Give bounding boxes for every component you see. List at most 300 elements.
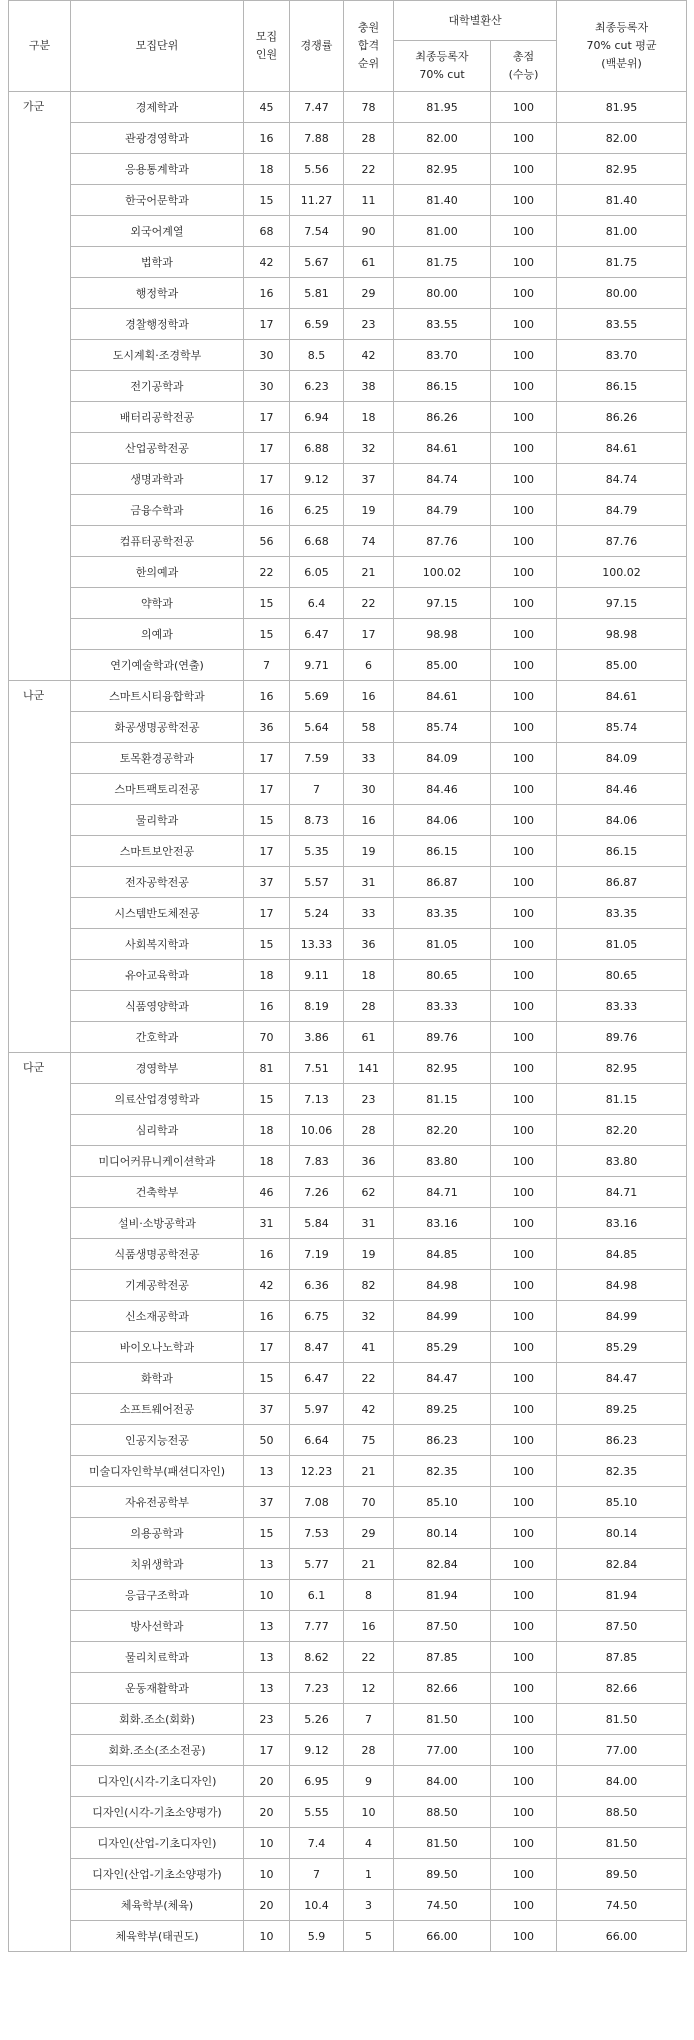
table-row [9,774,687,805]
table-row [9,1704,687,1735]
quota-cell: 17 [244,464,290,495]
rate-cell: 7.77 [290,1611,344,1642]
rank-cell: 8 [344,1580,394,1611]
quota-cell: 68 [244,216,290,247]
rate-cell: 8.62 [290,1642,344,1673]
rate-cell: 8.5 [290,340,344,371]
cut-cell: 84.79 [394,495,491,526]
dept-cell: 경영학부 [71,1053,244,1084]
rate-cell: 5.69 [290,681,344,712]
cut-cell: 82.35 [394,1456,491,1487]
cut-cell: 86.26 [394,402,491,433]
dept-cell: 응용통계학과 [71,154,244,185]
percentile-cell: 81.94 [557,1580,687,1611]
total-cell: 100 [491,123,557,154]
total-cell: 100 [491,1332,557,1363]
cut-cell: 80.14 [394,1518,491,1549]
rate-cell: 9.12 [290,464,344,495]
cut-cell: 84.71 [394,1177,491,1208]
dept-cell: 스마트팩토리전공 [71,774,244,805]
total-cell: 100 [491,1673,557,1704]
quota-cell: 17 [244,836,290,867]
dept-cell: 컴퓨터공학전공 [71,526,244,557]
rank-cell: 3 [344,1890,394,1921]
cut-cell: 84.06 [394,805,491,836]
rank-cell: 19 [344,836,394,867]
rate-cell: 10.4 [290,1890,344,1921]
quota-cell: 15 [244,1084,290,1115]
table-row [9,340,687,371]
total-cell: 100 [491,309,557,340]
rank-cell: 22 [344,1363,394,1394]
total-cell: 100 [491,1394,557,1425]
total-cell: 100 [491,1766,557,1797]
total-cell: 100 [491,1363,557,1394]
dept-cell: 관광경영학과 [71,123,244,154]
quota-cell: 23 [244,1704,290,1735]
rank-cell: 37 [344,464,394,495]
rate-cell: 13.33 [290,929,344,960]
table-row [9,1363,687,1394]
rate-cell: 9.11 [290,960,344,991]
total-cell: 100 [491,1580,557,1611]
dept-cell: 약학과 [71,588,244,619]
total-cell: 100 [491,1146,557,1177]
cut-cell: 97.15 [394,588,491,619]
cut-cell: 100.02 [394,557,491,588]
percentile-cell: 74.50 [557,1890,687,1921]
rate-cell: 6.47 [290,619,344,650]
quota-cell: 22 [244,557,290,588]
rate-cell: 5.57 [290,867,344,898]
percentile-cell: 84.71 [557,1177,687,1208]
table-row [9,154,687,185]
quota-cell: 42 [244,247,290,278]
total-cell: 100 [491,1456,557,1487]
quota-cell: 16 [244,278,290,309]
rank-cell: 22 [344,588,394,619]
rank-cell: 74 [344,526,394,557]
rate-cell: 5.97 [290,1394,344,1425]
rate-cell: 6.75 [290,1301,344,1332]
rate-cell: 7.23 [290,1673,344,1704]
table-row [9,278,687,309]
cut-cell: 86.15 [394,836,491,867]
dept-cell: 미술디자인학부(패션디자인) [71,1456,244,1487]
total-cell: 100 [491,867,557,898]
rank-cell: 29 [344,278,394,309]
table-row [9,1921,687,1952]
total-cell: 100 [491,960,557,991]
dept-cell: 치위생학과 [71,1549,244,1580]
rank-cell: 23 [344,1084,394,1115]
percentile-cell: 84.06 [557,805,687,836]
header-conversion: 대학별환산 [394,1,557,41]
percentile-cell: 89.76 [557,1022,687,1053]
rank-cell: 61 [344,1022,394,1053]
rate-cell: 8.19 [290,991,344,1022]
cut-cell: 84.74 [394,464,491,495]
table-row [9,1859,687,1890]
rank-cell: 12 [344,1673,394,1704]
dept-cell: 인공지능전공 [71,1425,244,1456]
quota-cell: 15 [244,1518,290,1549]
total-cell: 100 [491,712,557,743]
percentile-cell: 86.15 [557,371,687,402]
total-cell: 100 [491,991,557,1022]
percentile-cell: 97.15 [557,588,687,619]
percentile-cell: 81.95 [557,92,687,123]
table-row [9,898,687,929]
total-cell: 100 [491,1859,557,1890]
cut-cell: 82.20 [394,1115,491,1146]
dept-cell: 디자인(시각-기초소양평가) [71,1797,244,1828]
total-cell: 100 [491,619,557,650]
cut-cell: 84.09 [394,743,491,774]
percentile-cell: 85.29 [557,1332,687,1363]
table-row [9,309,687,340]
dept-cell: 스마트시티융합학과 [71,681,244,712]
percentile-cell: 85.74 [557,712,687,743]
rate-cell: 5.84 [290,1208,344,1239]
rate-cell: 7.47 [290,92,344,123]
dept-cell: 의예과 [71,619,244,650]
rate-cell: 5.26 [290,1704,344,1735]
quota-cell: 13 [244,1673,290,1704]
dept-cell: 자유전공학부 [71,1487,244,1518]
cut-cell: 98.98 [394,619,491,650]
rate-cell: 6.05 [290,557,344,588]
header-conversion-final: 최종등록자 70% cut [394,41,491,92]
quota-cell: 37 [244,1394,290,1425]
dept-cell: 회화.조소(조소전공) [71,1735,244,1766]
dept-cell: 도시계획·조경학부 [71,340,244,371]
percentile-cell: 83.70 [557,340,687,371]
percentile-cell: 87.76 [557,526,687,557]
table-row [9,1301,687,1332]
percentile-cell: 82.95 [557,154,687,185]
percentile-cell: 83.35 [557,898,687,929]
quota-cell: 16 [244,123,290,154]
quota-cell: 31 [244,1208,290,1239]
dept-cell: 체육학부(태권도) [71,1921,244,1952]
cut-cell: 87.76 [394,526,491,557]
total-cell: 100 [491,1084,557,1115]
header-percentile: 최종등록자 70% cut 평균 (백분위) [557,1,687,92]
dept-cell: 전기공학과 [71,371,244,402]
rank-cell: 7 [344,1704,394,1735]
total-cell: 100 [491,898,557,929]
cut-cell: 84.61 [394,433,491,464]
cut-cell: 82.95 [394,154,491,185]
percentile-cell: 84.09 [557,743,687,774]
cut-cell: 84.99 [394,1301,491,1332]
quota-cell: 10 [244,1580,290,1611]
quota-cell: 18 [244,154,290,185]
dept-cell: 사회복지학과 [71,929,244,960]
total-cell: 100 [491,433,557,464]
rate-cell: 9.71 [290,650,344,681]
percentile-cell: 84.98 [557,1270,687,1301]
quota-cell: 37 [244,867,290,898]
total-cell: 100 [491,836,557,867]
cut-cell: 82.66 [394,1673,491,1704]
table-row [9,1673,687,1704]
table-row [9,247,687,278]
dept-cell: 연기예술학과(연출) [71,650,244,681]
rank-cell: 36 [344,929,394,960]
rate-cell: 7.08 [290,1487,344,1518]
table-row [9,1642,687,1673]
table-row [9,743,687,774]
total-cell: 100 [491,929,557,960]
dept-cell: 금융수학과 [71,495,244,526]
table-row [9,1270,687,1301]
table-row [9,619,687,650]
rate-cell: 6.88 [290,433,344,464]
quota-cell: 37 [244,1487,290,1518]
quota-cell: 17 [244,309,290,340]
quota-cell: 42 [244,1270,290,1301]
dept-cell: 건축학부 [71,1177,244,1208]
percentile-cell: 82.84 [557,1549,687,1580]
total-cell: 100 [491,1487,557,1518]
dept-cell: 법학과 [71,247,244,278]
dept-cell: 운동재활학과 [71,1673,244,1704]
total-cell: 100 [491,371,557,402]
rate-cell: 7.53 [290,1518,344,1549]
cut-cell: 83.80 [394,1146,491,1177]
total-cell: 100 [491,526,557,557]
dept-cell: 화공생명공학전공 [71,712,244,743]
quota-cell: 15 [244,588,290,619]
dept-cell: 간호학과 [71,1022,244,1053]
table-row [9,371,687,402]
quota-cell: 81 [244,1053,290,1084]
rank-cell: 31 [344,867,394,898]
percentile-cell: 84.85 [557,1239,687,1270]
table-row [9,464,687,495]
total-cell: 100 [491,1270,557,1301]
rate-cell: 7.51 [290,1053,344,1084]
rank-cell: 32 [344,433,394,464]
percentile-cell: 85.00 [557,650,687,681]
rate-cell: 10.06 [290,1115,344,1146]
percentile-cell: 81.00 [557,216,687,247]
rate-cell: 7.59 [290,743,344,774]
rank-cell: 16 [344,681,394,712]
cut-cell: 83.55 [394,309,491,340]
table-row [9,960,687,991]
quota-cell: 16 [244,1301,290,1332]
total-cell: 100 [491,1518,557,1549]
percentile-cell: 81.50 [557,1828,687,1859]
rate-cell: 6.23 [290,371,344,402]
table-row [9,1797,687,1828]
cut-cell: 85.10 [394,1487,491,1518]
dept-cell: 토목환경공학과 [71,743,244,774]
cut-cell: 82.95 [394,1053,491,1084]
percentile-cell: 82.00 [557,123,687,154]
quota-cell: 16 [244,495,290,526]
total-cell: 100 [491,464,557,495]
table-row [9,1177,687,1208]
dept-cell: 스마트보안전공 [71,836,244,867]
cut-cell: 82.00 [394,123,491,154]
total-cell: 100 [491,1115,557,1146]
cut-cell: 81.50 [394,1828,491,1859]
quota-cell: 13 [244,1456,290,1487]
rate-cell: 6.64 [290,1425,344,1456]
percentile-cell: 87.50 [557,1611,687,1642]
rate-cell: 6.4 [290,588,344,619]
table-row [9,123,687,154]
rank-cell: 22 [344,1642,394,1673]
percentile-cell: 77.00 [557,1735,687,1766]
quota-cell: 13 [244,1642,290,1673]
table-row [9,929,687,960]
dept-cell: 한의예과 [71,557,244,588]
table-row [9,1549,687,1580]
total-cell: 100 [491,1053,557,1084]
rank-cell: 18 [344,960,394,991]
quota-cell: 30 [244,371,290,402]
rank-cell: 58 [344,712,394,743]
table-row [9,1735,687,1766]
table-row [9,650,687,681]
cut-cell: 83.16 [394,1208,491,1239]
cut-cell: 86.87 [394,867,491,898]
quota-cell: 46 [244,1177,290,1208]
dept-cell: 디자인(산업-기초디자인) [71,1828,244,1859]
dept-cell: 디자인(산업-기초소양평가) [71,1859,244,1890]
quota-cell: 56 [244,526,290,557]
quota-cell: 15 [244,185,290,216]
rate-cell: 12.23 [290,1456,344,1487]
rate-cell: 7.83 [290,1146,344,1177]
rank-cell: 10 [344,1797,394,1828]
dept-cell: 의료산업경영학과 [71,1084,244,1115]
percentile-cell: 66.00 [557,1921,687,1952]
dept-cell: 전자공학전공 [71,867,244,898]
cut-cell: 84.47 [394,1363,491,1394]
total-cell: 100 [491,1208,557,1239]
percentile-cell: 84.47 [557,1363,687,1394]
cut-cell: 66.00 [394,1921,491,1952]
table-row [9,681,687,712]
table-row [9,402,687,433]
rank-cell: 11 [344,185,394,216]
percentile-cell: 81.75 [557,247,687,278]
percentile-cell: 87.85 [557,1642,687,1673]
cut-cell: 81.00 [394,216,491,247]
rate-cell: 6.95 [290,1766,344,1797]
rate-cell: 5.24 [290,898,344,929]
dept-cell: 외국어계열 [71,216,244,247]
rank-cell: 1 [344,1859,394,1890]
total-cell: 100 [491,1301,557,1332]
percentile-cell: 86.15 [557,836,687,867]
percentile-cell: 84.61 [557,681,687,712]
table-row [9,92,687,123]
percentile-cell: 80.65 [557,960,687,991]
table-row [9,1828,687,1859]
quota-cell: 20 [244,1797,290,1828]
table-body [9,92,687,1952]
rank-cell: 41 [344,1332,394,1363]
percentile-cell: 89.50 [557,1859,687,1890]
rank-cell: 19 [344,1239,394,1270]
quota-cell: 17 [244,774,290,805]
quota-cell: 13 [244,1549,290,1580]
rate-cell: 9.12 [290,1735,344,1766]
rate-cell: 7 [290,774,344,805]
percentile-cell: 86.23 [557,1425,687,1456]
quota-cell: 18 [244,960,290,991]
percentile-cell: 86.26 [557,402,687,433]
dept-cell: 경제학과 [71,92,244,123]
rank-cell: 38 [344,371,394,402]
cut-cell: 86.23 [394,1425,491,1456]
rate-cell: 6.47 [290,1363,344,1394]
dept-cell: 심리학과 [71,1115,244,1146]
quota-cell: 16 [244,991,290,1022]
rank-cell: 30 [344,774,394,805]
cut-cell: 84.98 [394,1270,491,1301]
cut-cell: 84.00 [394,1766,491,1797]
rate-cell: 3.86 [290,1022,344,1053]
rank-cell: 19 [344,495,394,526]
quota-cell: 10 [244,1828,290,1859]
cut-cell: 85.74 [394,712,491,743]
group-label: 다군 [9,1053,71,1952]
table-row [9,991,687,1022]
cut-cell: 74.50 [394,1890,491,1921]
rank-cell: 33 [344,898,394,929]
table-header [9,1,687,92]
rank-cell: 61 [344,247,394,278]
total-cell: 100 [491,1735,557,1766]
quota-cell: 10 [244,1921,290,1952]
cut-cell: 87.85 [394,1642,491,1673]
percentile-cell: 82.20 [557,1115,687,1146]
rate-cell: 8.47 [290,1332,344,1363]
rank-cell: 22 [344,154,394,185]
rate-cell: 11.27 [290,185,344,216]
dept-cell: 의용공학과 [71,1518,244,1549]
cut-cell: 83.33 [394,991,491,1022]
rate-cell: 5.77 [290,1549,344,1580]
quota-cell: 30 [244,340,290,371]
rate-cell: 6.59 [290,309,344,340]
dept-cell: 식품영양학과 [71,991,244,1022]
total-cell: 100 [491,1828,557,1859]
cut-cell: 80.00 [394,278,491,309]
table-row [9,1115,687,1146]
quota-cell: 17 [244,743,290,774]
table-row [9,867,687,898]
rank-cell: 28 [344,991,394,1022]
rank-cell: 23 [344,309,394,340]
quota-cell: 17 [244,898,290,929]
table-row [9,836,687,867]
quota-cell: 17 [244,402,290,433]
cut-cell: 81.50 [394,1704,491,1735]
table-row [9,1239,687,1270]
table-row [9,557,687,588]
dept-cell: 바이오나노학과 [71,1332,244,1363]
total-cell: 100 [491,805,557,836]
